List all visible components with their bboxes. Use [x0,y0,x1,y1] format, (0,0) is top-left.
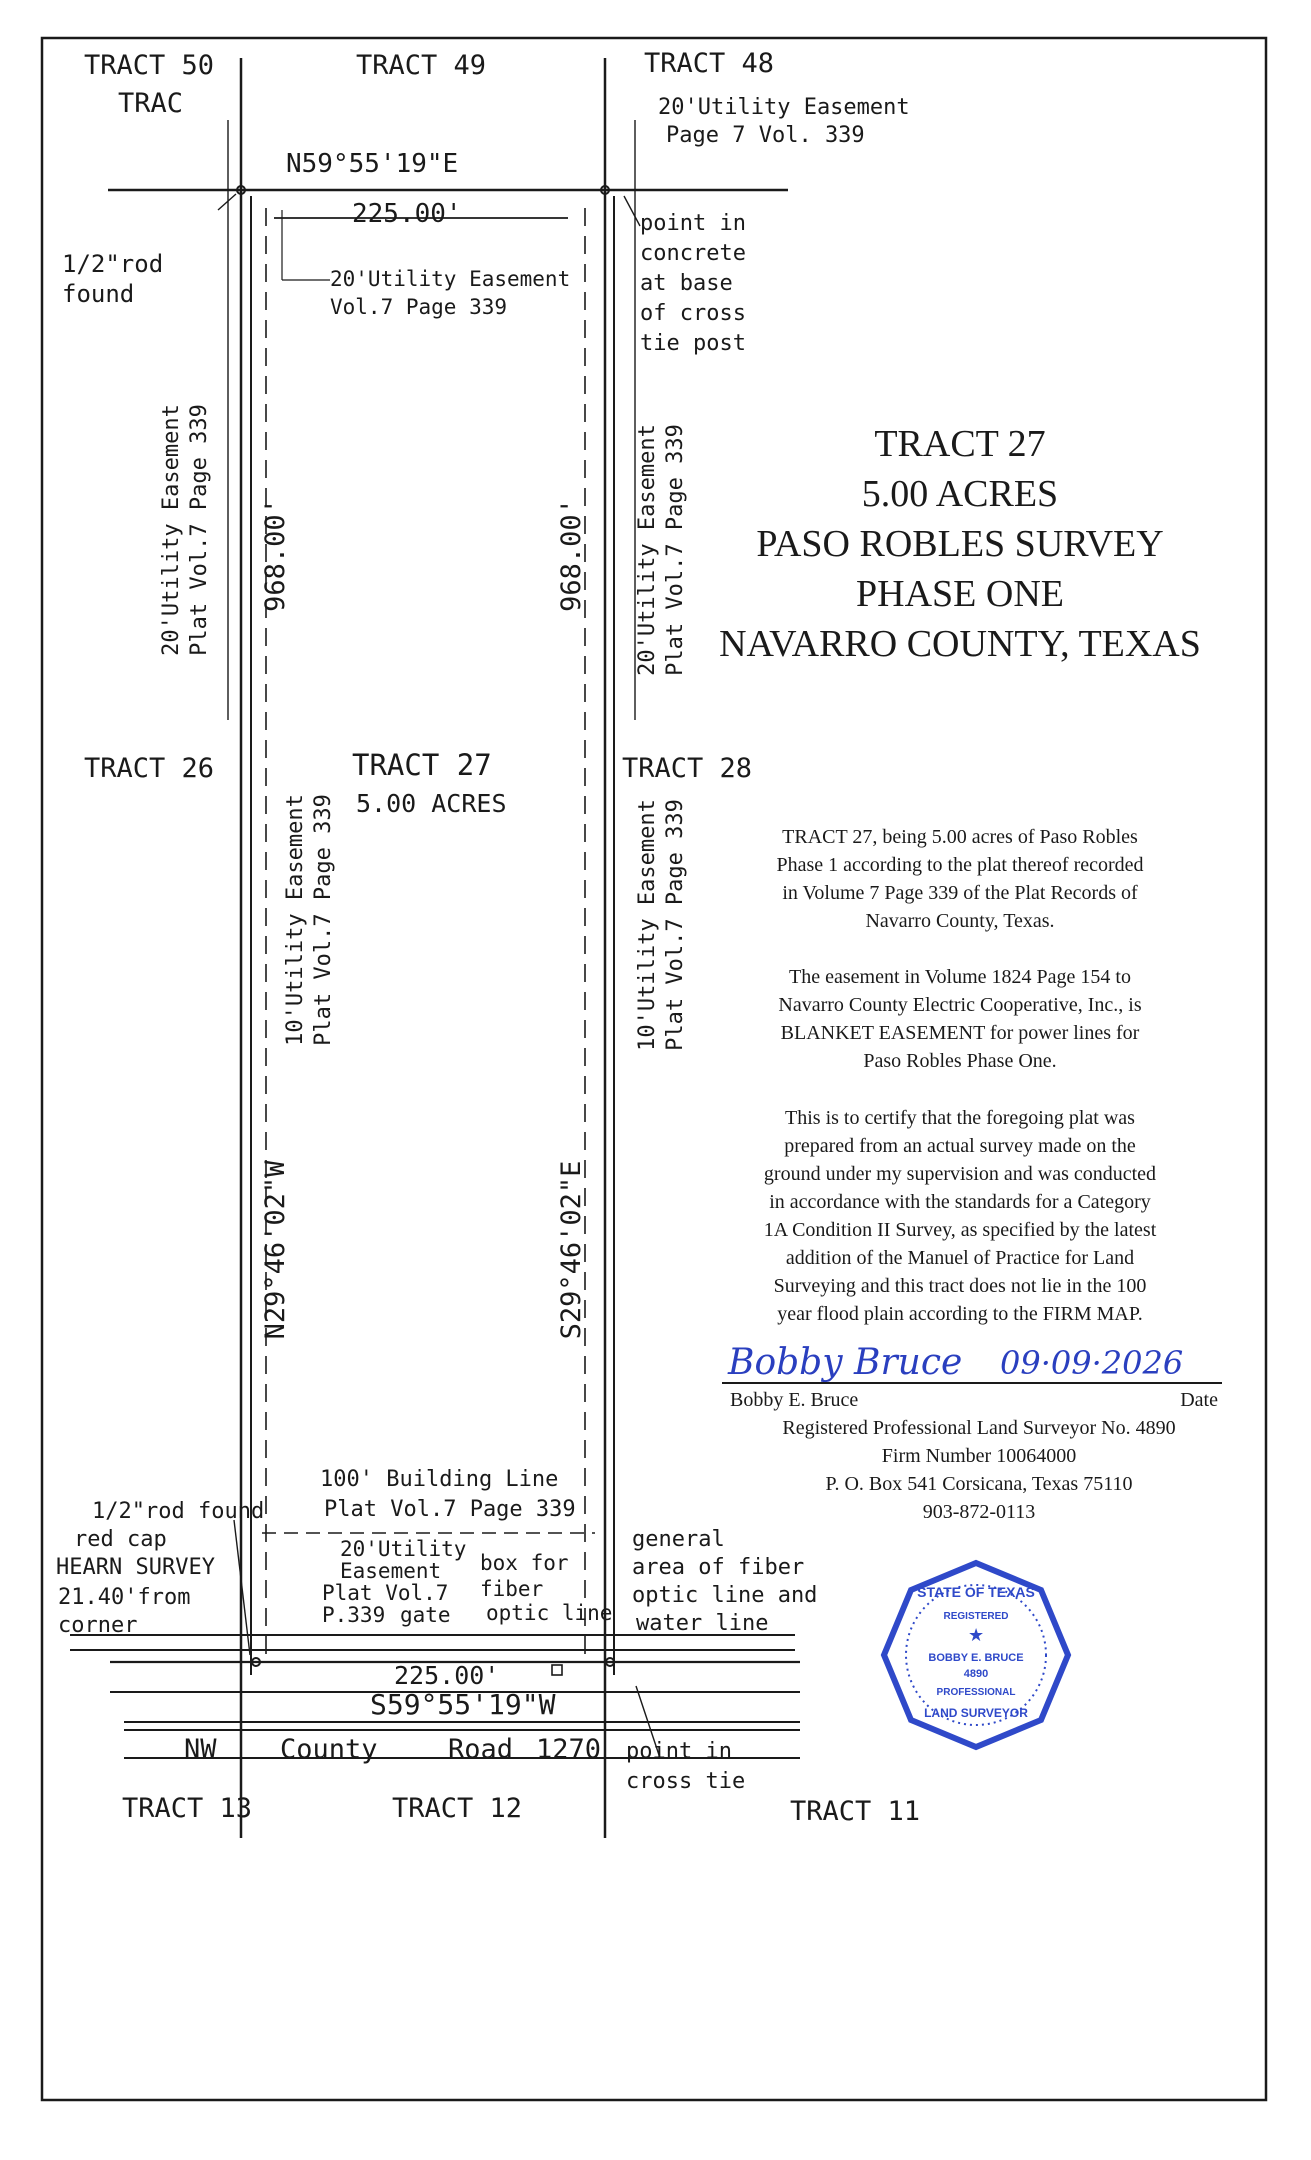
signature-date: 09·09·2026 [1000,1344,1184,1382]
fiber-area-line4: water line [636,1611,769,1636]
ue-top-right-line2: Page 7 Vol. 339 [666,123,865,148]
south-ue-line4: P.339 [322,1603,386,1627]
east-bearing: S29°46'02"E [556,1160,587,1340]
date-label: Date [1180,1389,1218,1411]
ue-top-right-line1: 20'Utility Easement [658,95,910,120]
desc-p2-line3: BLANKET EASEMENT for power lines for [780,1022,1140,1044]
address-line: P. O. Box 541 Corsicana, Texas 75110 [825,1473,1133,1495]
desc-p3-line5: 1A Condition II Survey, as specified by the latest [763,1219,1157,1241]
desc-p3-line3: ground under my supervision and was conducted [763,1163,1157,1185]
desc-p2-line2: Navarro County Electric Cooperative, Inc., is [778,994,1142,1016]
seal-number: 4890 [963,1668,989,1680]
fiber-area-line1: general [632,1527,725,1552]
south-ue-line1: 20'Utility [340,1537,467,1561]
seal-state: STATE OF TEXAS [917,1584,1035,1600]
title-line4: PHASE ONE [856,573,1064,615]
tract13-label: TRACT 13 [122,1793,253,1824]
title-line1: TRACT 27 [874,423,1046,465]
surveyor-name: Bobby E. Bruce [730,1389,859,1411]
tract28-label: TRACT 28 [622,753,753,784]
se-point-line2: cross tie [626,1769,746,1794]
seal-registered: REGISTERED [943,1611,1009,1622]
fiber-box-marker [552,1665,562,1675]
subject-tract-label: TRACT 27 [352,748,492,782]
legal-description [764,826,1157,1325]
sw-rod-line2: red cap [74,1527,167,1552]
ue-east-b-line1: 10'Utility Easement [635,799,660,1051]
fiber-area-line2: area of fiber [632,1555,805,1580]
west-distance: 968.00' [260,498,291,612]
desc-p3-line1: This is to certify that the foregoing plat was [785,1107,1135,1129]
desc-p3-line4: in accordance with the standards for a Category [769,1191,1151,1213]
ue-west-a-line1: 20'Utility Easement [159,404,184,656]
surveyor-seal [884,1563,1068,1747]
sw-rod-line3: HEARN SURVEY [56,1555,215,1580]
ue-top-line1: 20'Utility Easement [330,267,571,291]
sw-rod-line4: 21.40'from [58,1585,191,1610]
west-bearing: N29°46'02"W [260,1160,291,1340]
ne-point-line5: tie post [640,331,746,356]
ne-point-leader [624,196,640,226]
ne-point-line2: concrete [640,241,746,266]
road-road: Road [448,1734,514,1765]
tract49-label: TRACT 49 [356,50,487,81]
fiber-box-line1: box for [480,1551,569,1575]
road-nw: NW [184,1734,217,1765]
south-ue-line3: Plat Vol.7 [322,1581,449,1605]
fiber-box-line3: optic line [486,1601,613,1625]
north-distance: 225.00' [352,199,462,229]
desc-p3-line8: year flood plain according to the FIRM MAP. [777,1303,1143,1325]
ue-west-a-line2: Plat Vol.7 Page 339 [187,404,212,656]
east-distance: 968.00' [556,498,587,612]
surveyor-signature: Bobby Bruce [728,1342,963,1383]
ue-west-b-line1: 10'Utility Easement [283,794,308,1046]
phone-line: 903-872-0113 [922,1501,1036,1523]
certification-block [722,1342,1222,1523]
south-ue-line2: Easement [340,1559,442,1583]
tract50-cut-label: TRAC [118,88,184,119]
gate-note: gate [400,1603,451,1627]
ne-point-line3: at base [640,271,733,296]
desc-p3-line6: addition of the Manuel of Practice for Land [785,1247,1135,1269]
firm-line: Firm Number 10064000 [881,1445,1077,1467]
tract26-label: TRACT 26 [84,753,215,784]
fiber-box-line2: fiber [480,1577,544,1601]
desc-p1-line1: TRACT 27, being 5.00 acres of Paso Robles [782,826,1138,848]
sw-rod-line5: corner [58,1613,138,1638]
title-block [719,423,1201,665]
tract11-label: TRACT 11 [790,1796,921,1827]
desc-p1-line3: in Volume 7 Page 339 of the Plat Records of [782,882,1138,904]
desc-p2-line1: The easement in Volume 1824 Page 154 to [789,966,1131,988]
desc-p3-line7: Surveying and this tract does not lie in the 100 [773,1275,1147,1297]
desc-p3-line2: prepared from an actual survey made on the [784,1135,1136,1157]
subject-acres-label: 5.00 ACRES [356,789,507,818]
building-line-note1: 100' Building Line [320,1467,559,1492]
title-line3: PASO ROBLES SURVEY [756,523,1164,565]
desc-p2-line4: Paso Robles Phase One. [863,1050,1057,1072]
seal-professional: PROFESSIONAL [936,1687,1016,1698]
ue-east-a-line1: 20'Utility Easement [635,424,660,676]
nw-rod-line1: 1/2"rod [62,250,164,278]
star-icon: ★ [967,1625,985,1645]
north-bearing: N59°55'19"E [286,149,459,179]
ne-point-line1: point in [640,211,746,236]
sw-rod-line1: 1/2"rod found [92,1499,265,1524]
south-bearing: S59°55'19"W [370,1688,556,1721]
tract12-label: TRACT 12 [392,1793,523,1824]
se-point-line1: point in [626,1739,732,1764]
fiber-area-line3: optic line and [632,1583,818,1608]
title-line2: 5.00 ACRES [861,473,1059,515]
ue-west-b-line2: Plat Vol.7 Page 339 [311,794,336,1046]
desc-p1-line2: Phase 1 according to the plat thereof recorded [776,854,1144,876]
seal-land-surveyor: LAND SURVEYOR [924,1706,1028,1720]
title-line5: NAVARRO COUNTY, TEXAS [719,623,1201,665]
ne-point-line4: of cross [640,301,746,326]
south-distance: 225.00' [394,1661,500,1690]
road-number: 1270 [536,1734,602,1765]
nw-rod-leader [218,194,236,210]
nw-rod-line2: found [62,280,135,308]
building-line-note2: Plat Vol.7 Page 339 [324,1497,576,1522]
road-county: County [280,1734,378,1765]
desc-p1-line4: Navarro County, Texas. [865,910,1055,932]
ue-east-b-line2: Plat Vol.7 Page 339 [663,799,688,1051]
tract50-label: TRACT 50 [84,50,215,81]
rpls-line: Registered Professional Land Surveyor No. 4890 [782,1417,1176,1439]
tract48-label: TRACT 48 [644,48,775,79]
ue-top-line2: Vol.7 Page 339 [330,295,508,319]
seal-name: BOBBY E. BRUCE [928,1652,1024,1664]
ue-east-a-line2: Plat Vol.7 Page 339 [663,424,688,676]
